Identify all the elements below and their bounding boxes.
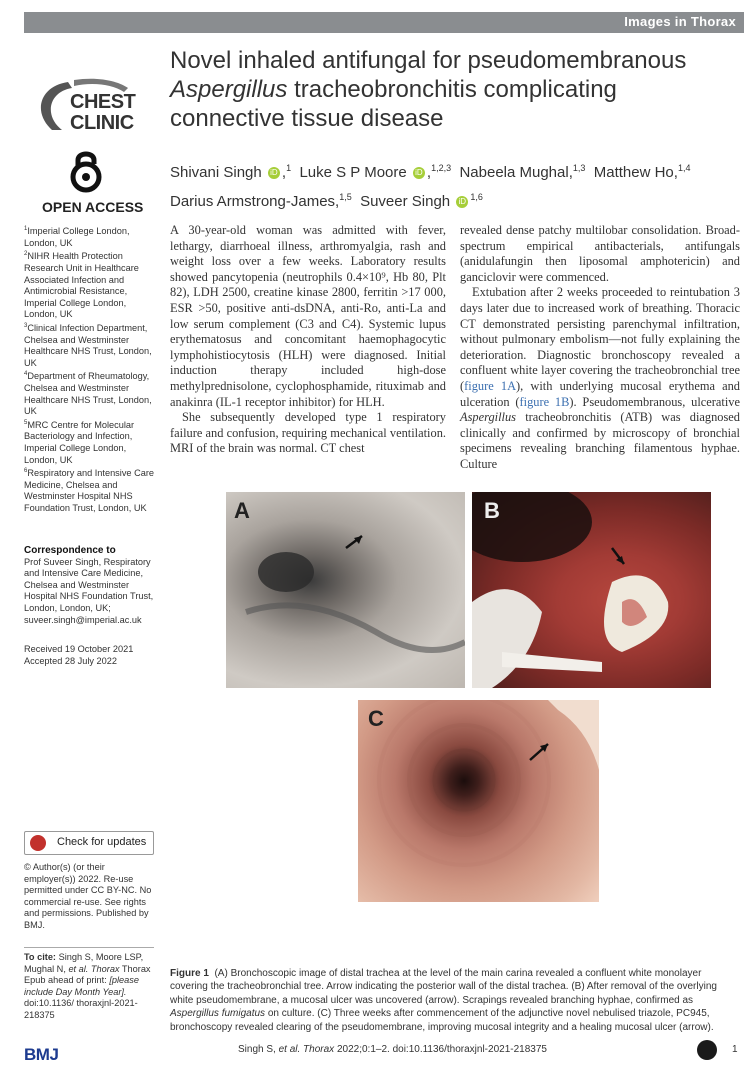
- footer-citation: Singh S, et al. Thorax 2022;0:1–2. doi:10.1136/thoraxjnl-2021-218375: [238, 1044, 547, 1055]
- bmj-logo: BMJ: [24, 1045, 59, 1064]
- affiliation-item: $^3$Clinical Infection Department, Chelsea and Westminster Healthcare NHS Trust, London, UK: [24, 322, 152, 368]
- received-dates: Received 19 October 2021 Accepted 28 July 2022: [24, 644, 134, 666]
- paragraph: revealed dense patchy multilobar consolidation. Broad-spectrum empirical antibacterials, antifungals (anidulafungin then liposomal amphotericin) and ganciclovir were commenced.: [460, 223, 740, 284]
- figure-caption: Figure 1 (A) Bronchoscopic image of distal trachea at the level of the main carina revealed a confluent white monolayer covering the tracheobronchial tree. Arrow indicating the posterior wall of the distal trachea. (B) After removal of the overlying white pseudomembrane, a mucosal ulcer was uncovered (arrow). Scrapings revealed branching hyphae, confirmed as Aspergillus fumigatus on culture. (C) Three weeks after commencement of the adjunctive novel nebulised triazole, PC945, bronchoscopy revealed clearing of the pseudomembrane, improving mucosal integrity and a healing mucosal ulcer (arrow).: [170, 968, 717, 1033]
- paragraph: She subsequently developed type 1 respiratory failure and confusion, requiring mechanical ventilation. MRI of the brain was normal. CT chest: [170, 410, 446, 456]
- society-seal-icon: [697, 1040, 717, 1060]
- panel-label-a: A: [234, 498, 250, 523]
- paragraph: Extubation after 2 weeks proceeded to reintubation 3 days later due to increased work of breathing. Thoracic CT demonstrated persisting parenchymal infiltration, without pulmonary embolism—not fully explaining the deterioration. Diagnostic bronchoscopy revealed a confluent white layer covering the tracheobronchial tree (figure 1A), with underlying mucosal erythema and ulceration (figure 1B). Pseudomembranous, ulcerative Aspergillus tracheobronchitis (ATB) was diagnosed clinically and confirmed by microscopy of bronchial specimens revealing branching filamentous hyphae. Culture: [460, 285, 741, 471]
- orcid-icon[interactable]: iD: [456, 196, 468, 208]
- orcid-icon[interactable]: iD: [268, 167, 280, 179]
- affiliation-item: $^5$MRC Centre for Molecular Bacteriology and Infection, Imperial College London, London, UK: [24, 419, 135, 465]
- affiliations: [24, 224, 154, 515]
- article-title: Novel inhaled antifungal for pseudomembranous Aspergillus tracheobronchitis complicating connective tissue disease: [170, 47, 687, 132]
- panel-label-b: B: [484, 498, 500, 523]
- section-label: Images in Thorax: [624, 14, 736, 29]
- affiliation-item: $^4$Department of Rheumatology, Chelsea and Westminster Healthcare NHS Trust, London, UK: [24, 371, 152, 417]
- paragraph: A 30-year-old woman was admitted with fever, lethargy, diarrhoeal illness, arthromyalgia, rash and weight loss over a few weeks. Laboratory results showed pancytopenia (neutrophils 0.4×10⁹, Hb 80, Plt 82), LDH 2500, creatine kinase 2800, ferritin >17 000, ESR >50, positive anti-dsDNA, anti-Ro, anti-La and low serum complement (C3 and C4). Systemic lupus erythematosus and concomitant haemophagocytic lymphohistiocytosis (HLH) were diagnosed. Initial induction therapy included high-dose methylprednisolone, cyclophosphamide, rituximab and anakinra (IL-1 receptor inhibitor) for HLH.: [170, 223, 446, 409]
- to-cite-box: To cite: Singh S, Moore LSP, Mughal N, et al. Thorax Thorax Epub ahead of print: [please include Day Month Year]. doi:10.1136/ thoraxjnl-2021-218375: [24, 947, 154, 1022]
- correspondence: Correspondence to Prof Suveer Singh, Respiratory and Intensive Care Medicine, Chelsea and Westminster Hospital NHS Foundation Trust, London, London, UK; suveer.singh@imperial.ac.uk: [24, 545, 154, 625]
- page-number: 1: [732, 1044, 738, 1055]
- figure-panel-a: [226, 492, 465, 688]
- body-column-2: [460, 223, 740, 473]
- open-access-icon: [64, 150, 108, 194]
- check-for-updates-button[interactable]: Check for updates: [24, 831, 154, 855]
- affiliation-item: $^1$Imperial College London, London, UK: [24, 226, 130, 248]
- chest-clinic-wordmark: CHEST CLINIC: [70, 91, 136, 134]
- figure-panel-c: [358, 700, 599, 902]
- body-column-1: [170, 223, 446, 457]
- panel-label-c: C: [368, 706, 384, 731]
- open-access-label: OPEN ACCESS: [42, 199, 144, 215]
- author-list: Shivani Singh iD ,$^1$ Luke S P Moore iD ,$^{1,2,3}$ Nabeela Mughal,$^{1,3}$ Matthew Ho,$^{1,4}$ Darius Armstrong-James,$^{1,5}$ Suveer Singh iD $^{1,6}$: [170, 163, 691, 210]
- copyright-notice: © Author(s) (or their employer(s)) 2022. Re-use permitted under CC BY-NC. No commercial re-use. See rights and permissions. Published by BMJ.: [24, 862, 152, 930]
- figure-1b-link[interactable]: figure 1B: [519, 394, 570, 409]
- affiliation-item: $^2$NIHR Health Protection Research Unit in Healthcare Associated Infection and Antimicrobial Resistance, Imperial College London, London, UK: [24, 251, 139, 320]
- figure-1a-link[interactable]: figure 1A: [464, 378, 517, 393]
- orcid-icon[interactable]: iD: [413, 167, 425, 179]
- crossmark-icon: [30, 835, 46, 851]
- affiliation-item: $^6$Respiratory and Intensive Care Medicine, Chelsea and Westminster Hospital NHS Foundation Trust, London, UK: [24, 468, 154, 514]
- figure-panel-b: [472, 492, 711, 688]
- section-banner: [24, 12, 744, 33]
